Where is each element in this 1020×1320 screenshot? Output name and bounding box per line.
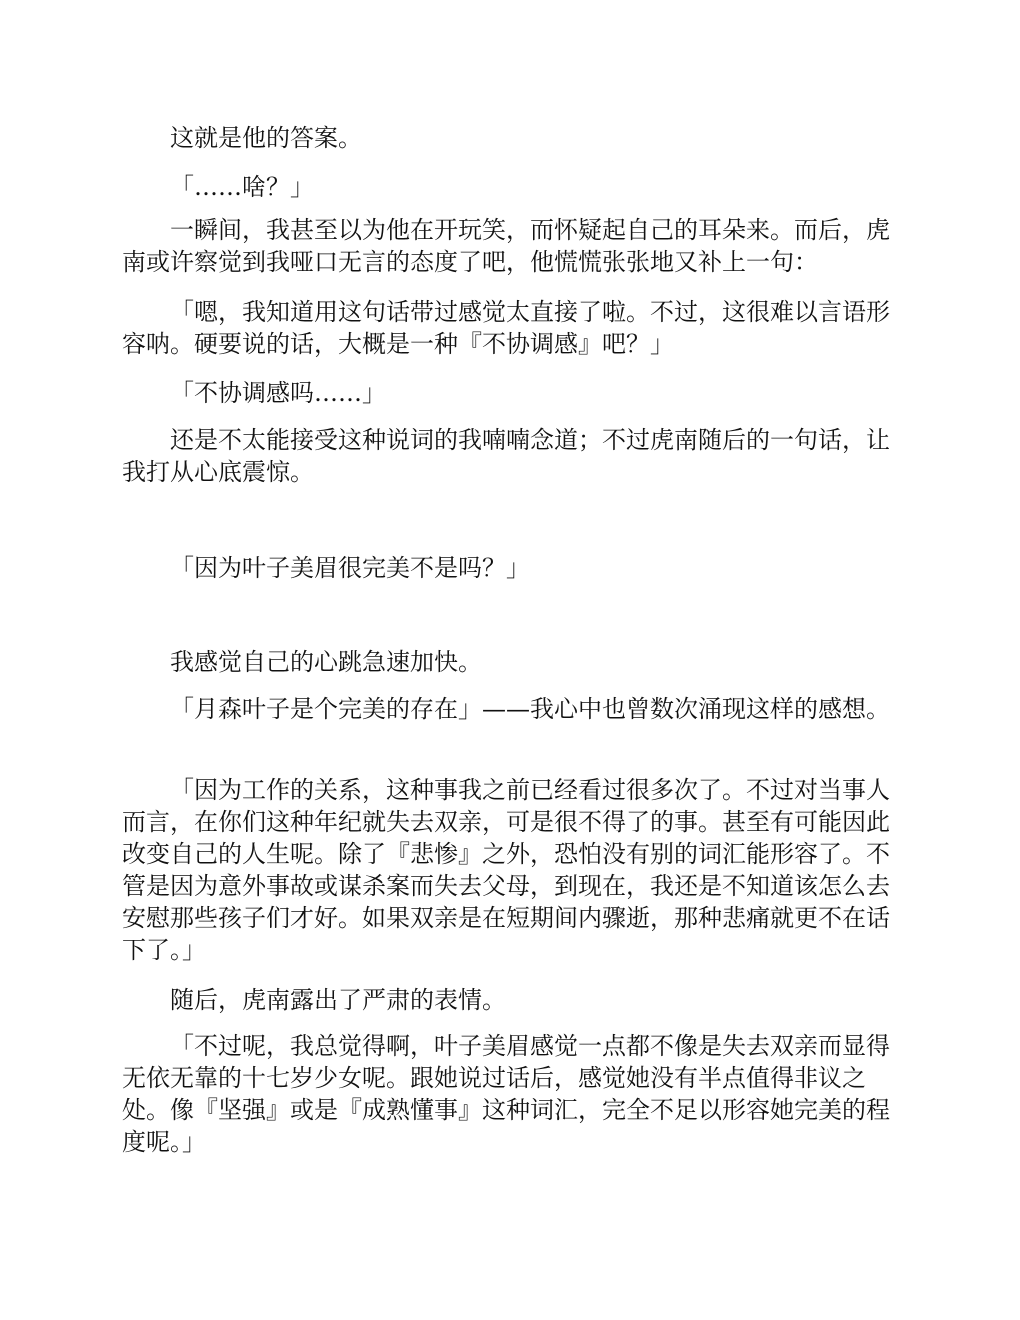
paragraph-5: 「不协调感吗……」 [170,379,386,407]
paragraph-3: 一瞬间，我甚至以为他在开玩笑，而怀疑起自己的耳朵来。而后，虎南或许察觉到我哑口无言的态度了吧，他慌慌张张地又补上一句： [122,216,890,276]
paragraph-7: 「因为叶子美眉很完美不是吗？」 [170,554,530,582]
paragraph-11: 随后，虎南露出了严肃的表情。 [170,986,506,1014]
paragraph-4: 「嗯，我知道用这句话带过感觉太直接了啦。不过，这很难以言语形容呐。硬要说的话，大概是一种『不协调感』吧？」 [122,298,890,358]
paragraph-1: 这就是他的答案。 [170,124,362,152]
paragraph-12: 「不过呢，我总觉得啊，叶子美眉感觉一点都不像是失去双亲而显得无依无靠的十七岁少女呢。跟她说过话后，感觉她没有半点值得非议之处。像『坚强』或是『成熟懂事』这种词汇，完全不足以形容她完美的程度呢。」 [122,1032,890,1156]
paragraph-2: 「……啥？」 [170,173,314,201]
paragraph-10: 「因为工作的关系，这种事我之前已经看过很多次了。不过对当事人而言，在你们这种年纪就失去双亲，可是很不得了的事。甚至有可能因此改变自己的人生呢。除了『悲惨』之外，恐怕没有别的词汇能形容了。不管是因为意外事故或谋杀案而失去父母，到现在，我还是不知道该怎么去安慰那些孩子们才好。如果双亲是在短期间内骤逝，那种悲痛就更不在话下了。」 [122,776,890,964]
paragraph-8: 我感觉自己的心跳急速加快。 [170,648,482,676]
paragraph-6: 还是不太能接受这种说词的我喃喃念道；不过虎南随后的一句话，让我打从心底震惊。 [122,426,890,486]
paragraph-9: 「月森叶子是个完美的存在」——我心中也曾数次涌现这样的感想。 [170,695,890,723]
